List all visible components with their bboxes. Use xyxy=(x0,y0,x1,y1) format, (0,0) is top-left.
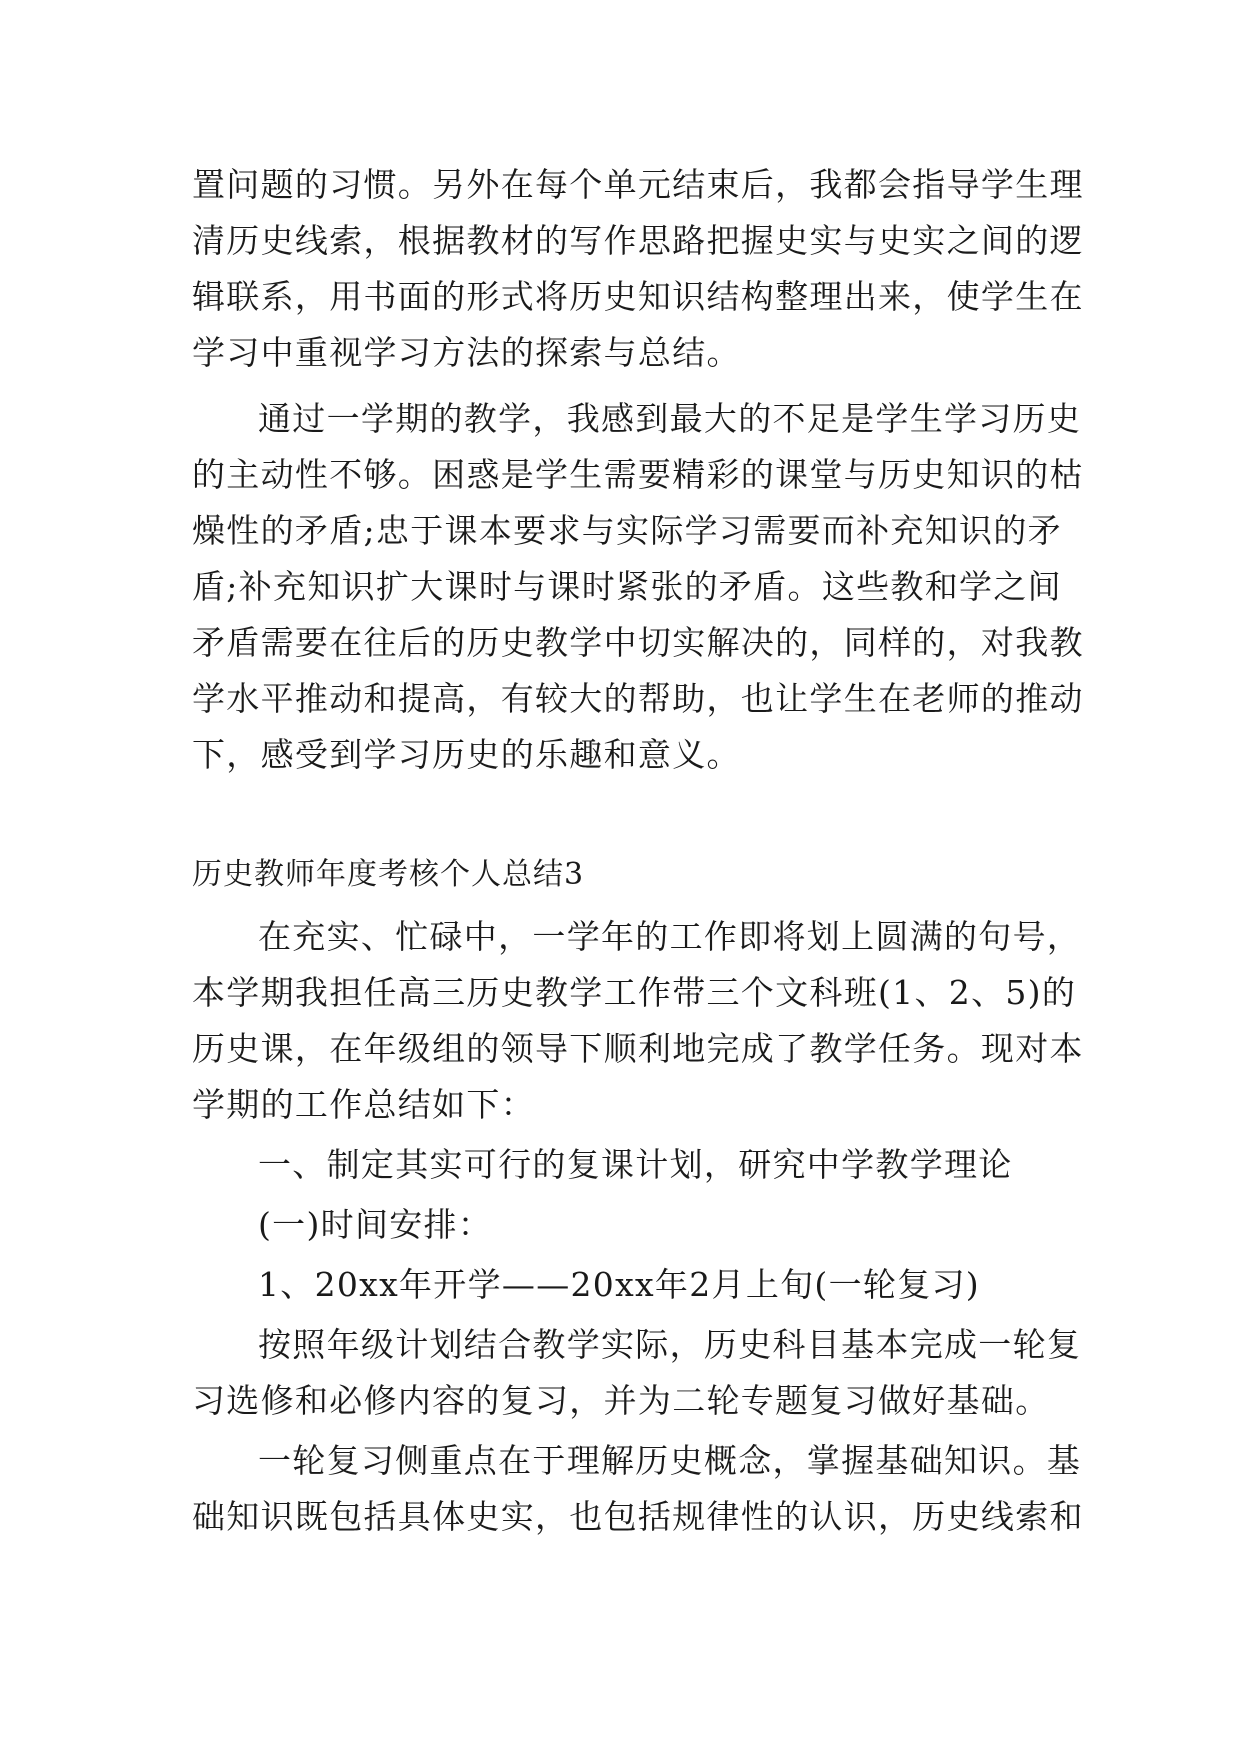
paragraph-line: 清历史线索，根据教材的写作思路把握史实与史实之间的逻 xyxy=(192,221,1084,260)
paragraph-line: 下，感受到学习历史的乐趣和意义。 xyxy=(192,735,741,774)
paragraph-line: 燥性的矛盾;忠于课本要求与实际学习需要而补充知识的矛 xyxy=(192,511,1062,550)
paragraph-line: 的主动性不够。困惑是学生需要精彩的课堂与历史知识的枯 xyxy=(192,455,1084,494)
subheading-line: 一、制定其实可行的复课计划，研究中学教学理论 xyxy=(258,1145,1013,1184)
paragraph-line: 置问题的习惯。另外在每个单元结束后，我都会指导学生理 xyxy=(192,165,1084,204)
section-heading: 历史教师年度考核个人总结3 xyxy=(192,857,585,892)
paragraph-line: 盾;补充知识扩大课时与课时紧张的矛盾。这些教和学之间 xyxy=(192,567,1062,606)
paragraph-line: 历史课，在年级组的领导下顺利地完成了教学任务。现对本 xyxy=(192,1029,1084,1068)
paragraph-line: 习选修和必修内容的复习，并为二轮专题复习做好基础。 xyxy=(192,1381,1050,1420)
paragraph-line: 矛盾需要在往后的历史教学中切实解决的，同样的，对我教 xyxy=(192,623,1084,662)
paragraph-line: 学习中重视学习方法的探索与总结。 xyxy=(192,333,741,372)
paragraph-line: 通过一学期的教学，我感到最大的不足是学生学习历史 xyxy=(258,399,1082,438)
paragraph-line: 本学期我担任高三历史教学工作带三个文科班(1、2、5)的 xyxy=(192,973,1077,1012)
paragraph-line: 在充实、忙碌中，一学年的工作即将划上圆满的句号， xyxy=(258,917,1082,956)
paragraph-line: 按照年级计划结合教学实际，历史科目基本完成一轮复 xyxy=(258,1325,1082,1364)
paragraph-line: 学期的工作总结如下： xyxy=(192,1085,535,1124)
subheading-line: 1、20xx年开学——20xx年2月上旬(一轮复习) xyxy=(258,1265,980,1304)
subheading-line: (一)时间安排： xyxy=(258,1205,493,1244)
paragraph-line: 础知识既包括具体史实，也包括规律性的认识，历史线索和 xyxy=(192,1497,1084,1536)
paragraph-line: 一轮复习侧重点在于理解历史概念，掌握基础知识。基 xyxy=(258,1441,1082,1480)
paragraph-line: 辑联系，用书面的形式将历史知识结构整理出来，使学生在 xyxy=(192,277,1084,316)
paragraph-line: 学水平推动和提高，有较大的帮助，也让学生在老师的推动 xyxy=(192,679,1084,718)
